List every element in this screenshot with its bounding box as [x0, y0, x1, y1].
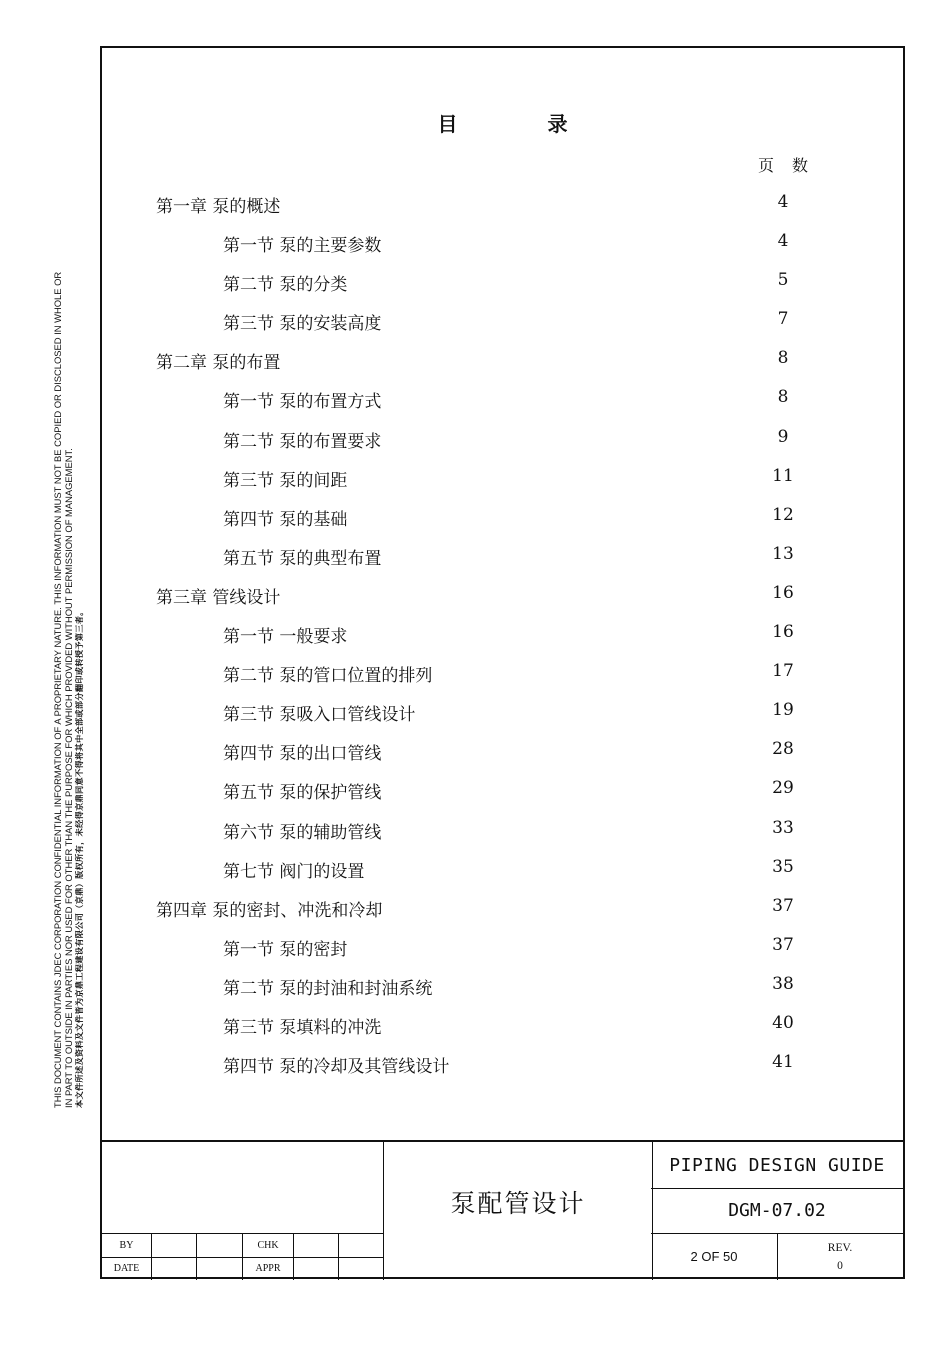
by-label: BY	[102, 1234, 152, 1257]
toc-chapter-row	[102, 188, 903, 227]
toc-entry-page: 41	[772, 1052, 794, 1073]
toc-section-row	[102, 423, 903, 462]
toc-entry-page: 11	[772, 465, 794, 486]
toc-entry-label: 第五节 泵的保护管线	[223, 783, 382, 804]
notice-line-1: THIS DOCUMENT CONTAINS JDEC CORPORATION CONFIDENTIAL INFORMATION OF A PROPRIETARY NATURE. THIS INFORMATION MUST NOT BE COPIED OR DISCLOSED IN WHOLE OR	[52, 271, 63, 1108]
revision-cell	[777, 1233, 903, 1280]
toc-title: 目录	[437, 112, 658, 136]
chk-label: CHK	[243, 1234, 294, 1257]
toc-section-row	[102, 540, 903, 579]
toc-entry-label: 第四节 泵的冷却及其管线设计	[223, 1057, 450, 1078]
toc-entry-label: 第六节 泵的辅助管线	[223, 822, 382, 843]
toc-entry-label: 第七节 阀门的设置	[223, 861, 365, 882]
toc-chapter-row	[102, 344, 903, 383]
toc-entry-label: 第四节 泵的出口管线	[223, 744, 382, 765]
chk-cell-2	[339, 1234, 383, 1257]
toc-entry-page: 5	[777, 270, 789, 291]
signature-row-by	[102, 1234, 383, 1258]
toc-entry-page: 13	[772, 543, 794, 564]
document-name: 泵配管设计	[450, 1189, 586, 1218]
revision-label: REV.	[827, 1241, 853, 1254]
by-cell-2	[197, 1234, 243, 1257]
date-cell	[152, 1257, 197, 1280]
signature-row-date	[102, 1257, 383, 1280]
toc-section-row	[102, 657, 903, 696]
toc-entry-page: 7	[777, 309, 789, 330]
toc-entry-page: 38	[772, 973, 794, 994]
document-number: DGM-07.02	[651, 1188, 903, 1234]
appr-label: APPR	[243, 1257, 294, 1280]
toc-section-row	[102, 735, 903, 774]
page-column-header: 页数	[758, 156, 827, 175]
notice-line-3: 本文件所述及资料及文件皆为京鼎工程建设有限公司（京鼎）版权所有，未经得京鼎同意不得将其中全部或部分翻印或转授予第三者。	[75, 607, 84, 1108]
toc-section-row	[102, 1048, 903, 1087]
toc-entry-page: 35	[772, 856, 794, 877]
toc-section-row	[102, 266, 903, 305]
toc-entry-label: 第一节 泵的布置方式	[223, 392, 382, 413]
toc-entry-label: 第一节 一般要求	[223, 627, 348, 648]
toc-entry-page: 16	[772, 582, 794, 603]
toc-entry-page: 12	[772, 504, 794, 525]
toc-entry-label: 第四节 泵的基础	[223, 509, 348, 530]
toc-entry-page: 8	[777, 348, 789, 369]
table-of-contents	[102, 188, 903, 1087]
toc-entry-page: 33	[772, 817, 794, 838]
signature-grid	[102, 1233, 383, 1281]
toc-entry-page: 16	[772, 622, 794, 643]
toc-entry-page: 4	[777, 192, 789, 212]
toc-entry-page: 28	[772, 739, 794, 760]
toc-entry-page: 9	[777, 426, 789, 447]
toc-section-row	[102, 970, 903, 1009]
chk-cell	[294, 1234, 339, 1257]
notice-line-2: IN PART TO OUTSIDE IN PARTIES NOR USED FOR OTHER THAN THE PURPOSE FOR WHICH PROVIDED WITHOUT PERMISSION OF MANAGEMENT.	[63, 448, 74, 1108]
toc-section-row	[102, 774, 903, 813]
date-cell-2	[197, 1257, 243, 1280]
toc-entry-label: 第二章 泵的布置	[156, 353, 281, 374]
toc-entry-label: 第三节 泵的间距	[223, 470, 348, 491]
page-count: 2 OF 50	[651, 1233, 778, 1280]
document-name-cell	[383, 1142, 653, 1280]
appr-cell	[294, 1257, 339, 1280]
date-label: DATE	[102, 1257, 152, 1280]
toc-entry-label: 第三节 泵填料的冲洗	[223, 1017, 382, 1038]
toc-entry-label: 第一节 泵的主要参数	[223, 236, 382, 257]
toc-entry-label: 第五节 泵的典型布置	[223, 548, 382, 569]
toc-section-row	[102, 501, 903, 540]
toc-chapter-row	[102, 579, 903, 618]
toc-section-row	[102, 1009, 903, 1048]
toc-entry-page: 4	[777, 231, 789, 252]
toc-entry-label: 第二节 泵的分类	[223, 275, 348, 296]
toc-section-row	[102, 931, 903, 970]
toc-section-row	[102, 227, 903, 266]
toc-entry-page: 17	[772, 661, 794, 682]
toc-entry-page: 40	[772, 1012, 794, 1033]
toc-chapter-row	[102, 892, 903, 931]
toc-entry-page: 19	[772, 700, 794, 721]
appr-cell-2	[339, 1257, 383, 1280]
toc-entry-label: 第一章 泵的概述	[156, 197, 281, 217]
toc-entry-label: 第三节 泵的安装高度	[223, 314, 382, 335]
toc-entry-page: 37	[772, 934, 794, 955]
toc-entry-label: 第三节 泵吸入口管线设计	[223, 705, 416, 726]
toc-section-row	[102, 853, 903, 892]
page-frame	[100, 46, 905, 1279]
by-cell	[152, 1234, 197, 1257]
toc-section-row	[102, 305, 903, 344]
toc-section-row	[102, 383, 903, 422]
guide-title: PIPING DESIGN GUIDE	[651, 1142, 903, 1189]
toc-entry-label: 第四章 泵的密封、冲洗和冷却	[156, 900, 383, 921]
confidentiality-notice	[52, 88, 85, 1108]
toc-entry-label: 第三章 管线设计	[156, 587, 281, 608]
toc-entry-page: 8	[777, 387, 789, 408]
toc-entry-label: 第二节 泵的封油和封油系统	[223, 978, 433, 999]
toc-entry-page: 37	[772, 895, 794, 916]
toc-entry-page: 29	[772, 778, 794, 799]
toc-entry-label: 第二节 泵的布置要求	[223, 431, 382, 452]
toc-section-row	[102, 696, 903, 735]
toc-section-row	[102, 462, 903, 501]
toc-entry-label: 第二节 泵的管口位置的排列	[223, 666, 433, 687]
title-block	[102, 1140, 903, 1280]
toc-section-row	[102, 814, 903, 853]
revision-value: 0	[837, 1259, 843, 1272]
toc-entry-label: 第一节 泵的密封	[223, 939, 348, 960]
toc-section-row	[102, 618, 903, 657]
